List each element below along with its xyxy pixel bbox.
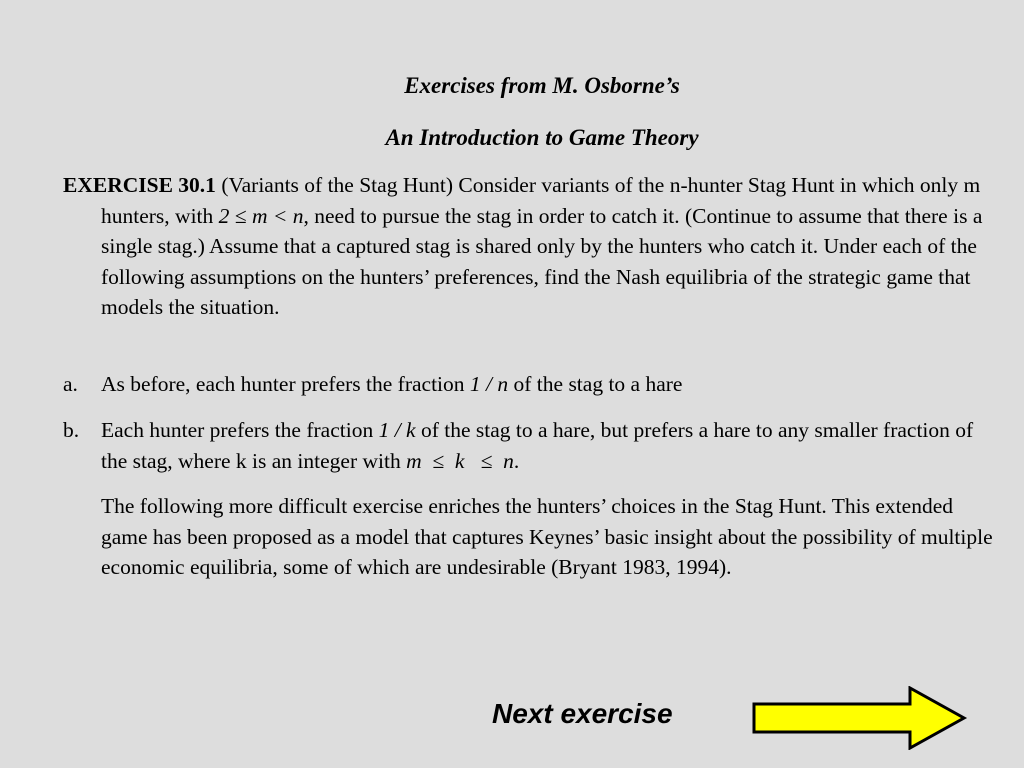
title-line-1: Exercises from M. Osborne’s (404, 73, 680, 98)
item-a-fraction: 1 / n (469, 372, 509, 396)
list-marker-a: a. (63, 372, 78, 396)
list-body-b (101, 415, 993, 476)
list-body-a (101, 369, 993, 400)
list-item-a (63, 369, 993, 400)
list-item-b (63, 415, 993, 476)
list-marker-b: b. (63, 418, 80, 442)
next-exercise-link[interactable]: Next exercise (492, 698, 673, 729)
item-a-text-before: As before, each hunter prefers the fraction (101, 372, 470, 396)
exercise-inequality: 2 ≤ m < n (218, 203, 304, 228)
item-a-text-after: of the stag to a hare (508, 372, 683, 396)
item-b-fraction: 1 / k (378, 418, 416, 442)
exercise-text-b: , need to pursue the stag in order to catch it. (Continue to assume that there is a single stag.) Assume that a captured stag is shared only by the hunters who catch it. Under each of the following assumptions on the hunters’ preferences, find the Nash equilibria of the strategic game that models the situation. (101, 203, 983, 319)
item-b-inequality: m ≤ k ≤ n (406, 448, 514, 473)
followup-paragraph: The following more difficult exercise enriches the hunters’ choices in the Stag Hunt. This extended game has been proposed as a model that captures Keynes’ basic insight about the possibility of multiple economic equilibria, some of which are undesirable (Bryant 1983, 1994). (101, 494, 993, 579)
exercise-paragraph (63, 170, 993, 323)
next-exercise-arrow-button[interactable] (752, 686, 968, 755)
title-line-2: An Introduction to Game Theory (385, 125, 699, 150)
item-b-text-middle: of the stag to a hare, but prefers a hare to any smaller fraction of the stag, where k is an integer with (101, 418, 974, 473)
right-arrow-icon (752, 686, 968, 750)
exercise-text-a: (Variants of the Stag Hunt) Consider variants of the n-hunter Stag Hunt in which only m hunters, with (101, 173, 981, 228)
exercise-label: EXERCISE 30.1 (63, 173, 216, 197)
item-b-text-before: Each hunter prefers the fraction (101, 418, 379, 442)
item-b-text-after: . (513, 448, 520, 473)
